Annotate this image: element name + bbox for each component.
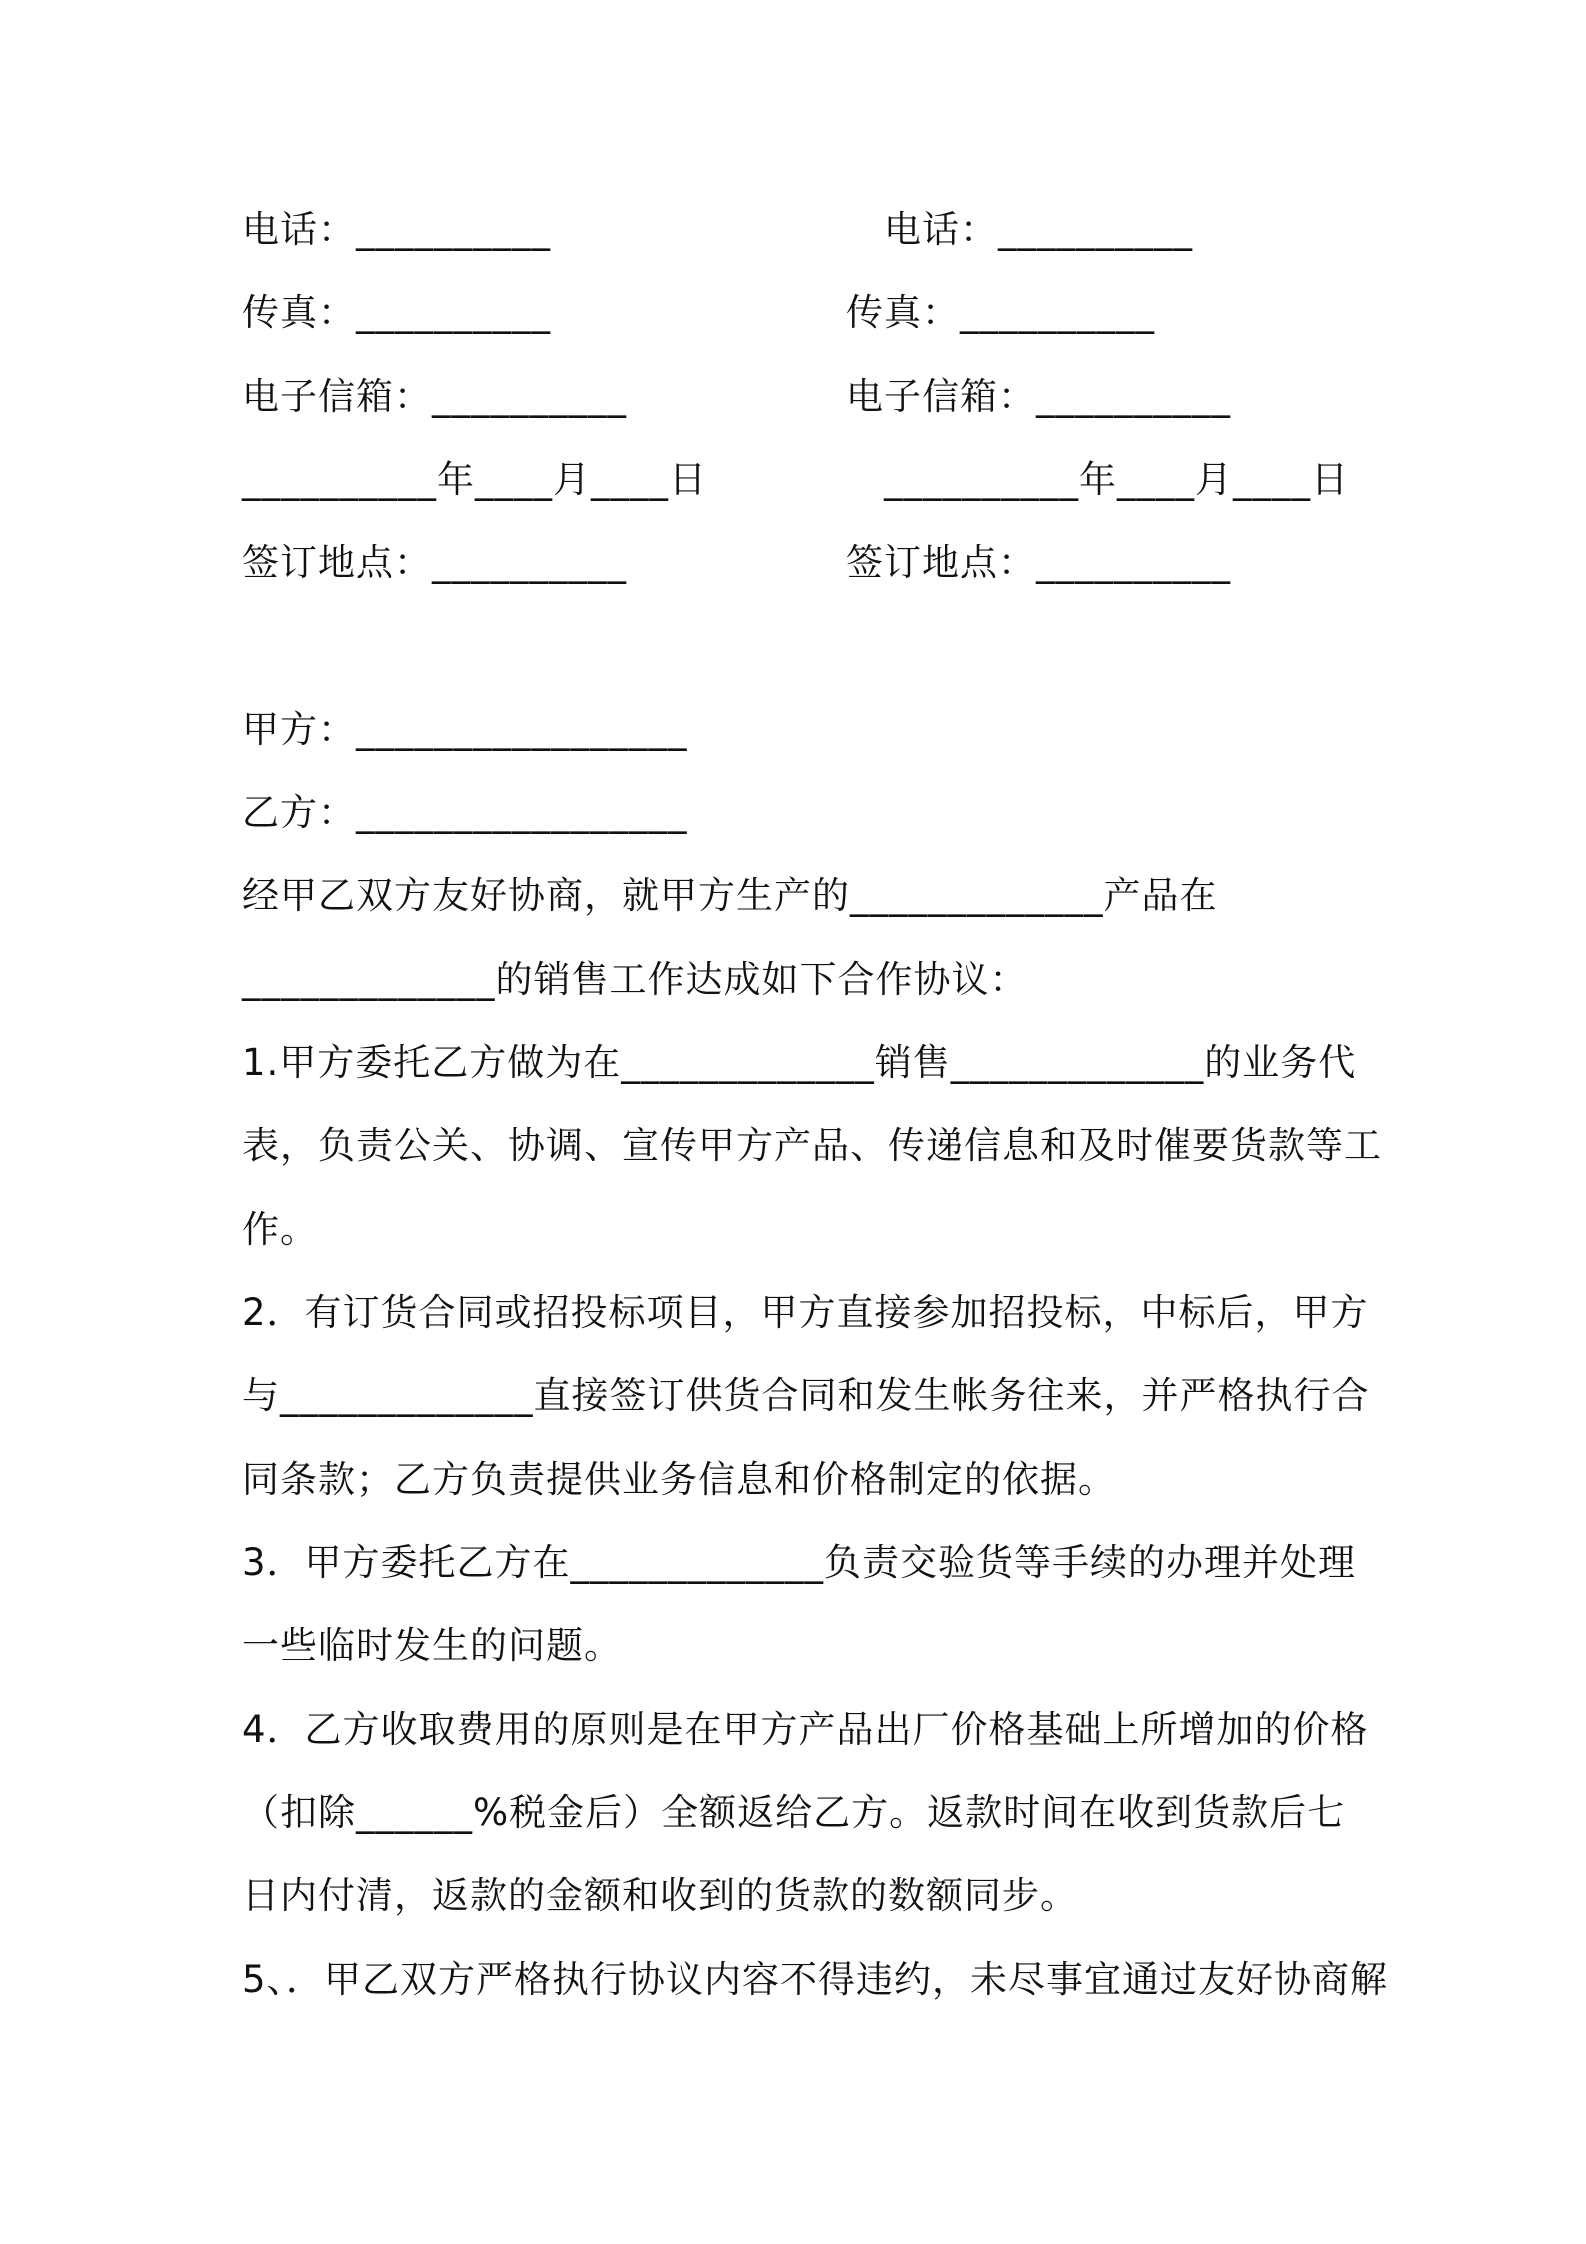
left-fax: 传真：__________	[242, 291, 551, 334]
right-date: __________年____月____日	[884, 458, 1349, 501]
intro-line-2: _____________的销售工作达成如下合作协议：	[242, 958, 1028, 1001]
clause-2-line-1: 2．有订货合同或招投标项目，甲方直接参加招投标，中标后，甲方	[242, 1291, 1369, 1334]
right-phone: 电话：__________	[884, 208, 1193, 251]
clause-4-line-2: （扣除______%税金后）全额返给乙方。返款时间在收到货款后七	[242, 1791, 1346, 1834]
clause-5-line-1: 5、．甲乙双方严格执行协议内容不得违约，未尽事宜通过友好协商解	[242, 1958, 1389, 2001]
left-email: 电子信箱：__________	[242, 375, 627, 418]
party-b: 乙方：_________________	[242, 791, 688, 834]
clause-2-line-2: 与_____________直接签订供货合同和发生帐务往来，并严格执行合	[242, 1374, 1370, 1417]
clause-1-line-2: 表，负责公关、协调、宣传甲方产品、传递信息和及时催要货款等工	[242, 1124, 1382, 1167]
clause-1-line-1: 1.甲方委托乙方做为在_____________销售_____________的业务代	[242, 1041, 1357, 1084]
left-phone: 电话：__________	[242, 208, 551, 251]
left-signing-place: 签订地点：__________	[242, 541, 627, 584]
party-a: 甲方：_________________	[242, 708, 688, 751]
left-date: __________年____月____日	[242, 458, 707, 501]
clause-4-line-1: 4．乙方收取费用的原则是在甲方产品出厂价格基础上所增加的价格	[242, 1708, 1369, 1751]
clause-3-line-1: 3．甲方委托乙方在_____________负责交验货等手续的办理并处理	[242, 1541, 1357, 1584]
right-fax: 传真：__________	[846, 291, 1155, 334]
right-signing-place: 签订地点：__________	[846, 541, 1231, 584]
intro-line-1: 经甲乙双方友好协商，就甲方生产的_____________产品在	[242, 874, 1218, 917]
clause-3-line-2: 一些临时发生的问题。	[242, 1624, 622, 1667]
clause-4-line-3: 日内付清，返款的金额和收到的货款的数额同步。	[242, 1874, 1078, 1917]
right-email: 电子信箱：__________	[846, 375, 1231, 418]
clause-1-line-3: 作。	[242, 1208, 318, 1251]
clause-2-line-3: 同条款；乙方负责提供业务信息和价格制定的依据。	[242, 1458, 1116, 1501]
